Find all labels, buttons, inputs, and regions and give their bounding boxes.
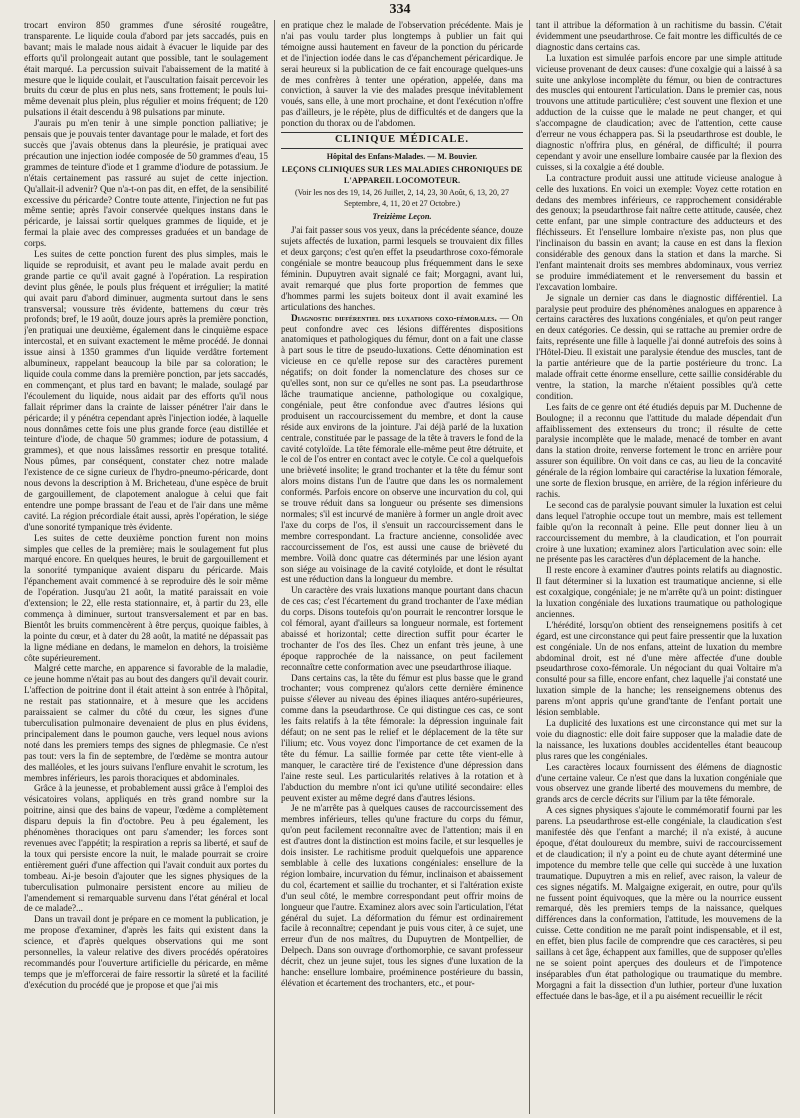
column-divider — [274, 20, 275, 1114]
section-title: CLINIQUE MÉDICALE. — [281, 132, 523, 149]
page-number: 334 — [389, 2, 411, 17]
paragraph: Je ne m'arrête pas à quelques causes de raccourcissement des membres inférieurs, telles qu'une fracture du corps du fémur, qu'on peut facilement reconnaître avec de l'attention; mais il en est d'autres dont la distinction est moins facile, et sur lesquelles je dois insister. Le rachitisme produit quelquefois une apparence semblable à celle des luxations congéniales: ensellure de la région lombaire, incurvation du fémur, inclinaison et abaissement du col, écartement et saillie du trochanter, et si l'altération existe d'un seul côté, le membre correspondant peut offrir moins de longueur que l'autre. Examinez alors avec soin l'articulation, l'état général du sujet. La déformation du fémur est ordinairement facile à reconnaître; cependant je puis vous citer, à ce sujet, une erreur d'un de nos maîtres, du Dupuytren de Montpellier, de Delpech. Dans son ouvrage d'orthomorphie, ce savant professeur décrit, chez un jeune sujet, tous les signes d'une luxation de la hanche: ensellure lombaire, proéminence postérieure du bassin, élévation et écartement des trochanters, etc., et pour- — [281, 803, 523, 988]
lecture-title: Treizième Leçon. — [372, 211, 432, 221]
paragraph: La luxation est simulée parfois encore par une simple attitude vicieuse provenant de deux causes: d'une coxalgie qui a laissé à sa suite une ankylose incomplète du fémur, ou bien de contractures des muscles qui entourent l'articulation. Dans le premier cas, nous trouvons une attitude particulière; c'est souvent une flexion et une adduction de la cuisse que le malade ne peut changer, et qui s'accompagne de claudication; avec de l'attention, cette cause d'erreur ne vous échappera pas. Si la pseudarthrose est double, le diagnostic n'offrira plus, en général, de difficulté; il pourra cependant y avoir une ensellure lombaire causée par la flexion des cuisses, si la coxalgie a été double. — [536, 52, 782, 172]
paragraph: La duplicité des luxations est une circonstance qui met sur la voie du diagnostic: elle doit faire supposer que la maladie date de la naissance, les luxations doubles accidentelles étant beaucoup plus rares que les congéniales. — [536, 718, 782, 761]
paragraph: Je signale un dernier cas dans le diagnostic différentiel. La paralysie peut produire des phénomènes analogues en apparence à certains caractères des luxations congéniales, et qu'on peut ranger en deux catégories. Ce dessin, qui se rattache au premier ordre de faits, représente une fille à laquelle j'ai donné autrefois des soins à l'Hôtel-Dieu. Il existait une paralysie étendue des muscles, tant de la partie antérieure que de la partie postérieure du tronc. La malade offrait cette énorme ensellure, cette saillie considérable du ventre, la station, la marche n'étaient possibles qu'à cette condition. — [536, 292, 782, 401]
column-2 — [281, 20, 523, 1114]
paragraph: Dans certains cas, la tête du fémur est plus basse que le grand trochanter; vous comprenez qu'alors cette dernière éminence puisse s'élever au niveau des épines iliaques antéro-supérieures, comme dans la pseudarthrose. Ce qui distingue ces cas, ce sont les faits relatifs à la tête fémorale: la dépression inguinale fait défaut; on ne sent pas le relief et le déplacement de la tête sur l'ilium; etc. Vous voyez donc l'importance de cet examen de la tête du fémur. La saillie formée par cette tête vient-elle à manquer, le caractère tiré de l'existence d'une dépression dans l'aine reste seul. Les particularités relatives à la rotation et à l'abduction du membre n'ont ici qu'une utilité secondaire: elles peuvent exister au même degré dans d'autres lésions. — [281, 672, 523, 803]
paragraph: Les suites de cette deuxième ponction furent non moins simples que celles de la première; mais le soulagement fut plus marqué encore. En quelques heures, le bruit de gargouillement et la sonorité tympanique avaient disparu du péricarde. Mais l'épanchement avait commencé à se reproduire dès le soir même de l'opération. Jusqu'au 21 août, la matité paraissait en voie d'extension; le 22, elle resta stationnaire, et, à partir du 23, elle commença à diminuer, surtout transversalement et par en bas. Bientôt les bruits commencèrent à être perçus, quoique faibles, à la pointe du cœur, et à dater du 28 août, la matité ne dépassait pas la ligne médiane en dedans, le mamelon en dehors, la troisième côte supérieurement. — [24, 532, 268, 663]
issue-reference: (Voir les nos des 19, 14, 26 Juillet, 2, 14, 23, 30 Août, 6, 13, 20, 27 Septembre, 4, 11, 20 et 27 Octobre.) — [294, 187, 510, 208]
paragraph: Il reste encore à examiner d'autres points relatifs au diagnostic. Il faut déterminer si la luxation est traumatique ancienne, si elle est coxalgique, congéniale; je ne m'arrête qu'à un point: distinguer la luxation congéniale des luxations traumatique ou pathologique anciennes. — [536, 565, 782, 619]
paragraph: J'aurais pu m'en tenir à une simple ponction palliative; je pensais que je pouvais tenter davantage pour le malade, et fort des succès que j'avais obtenus dans la pleurésie, je pratiquai avec précaution une injection iodée composée de 50 grammes d'eau, 15 grammes de teinture d'iode et 1 gramme d'iodure de potassium. Je n'étais certainement pas rassuré au sujet de cette injection. Qu'allait-il advenir? Que n'a-t-on pas dit, en effet, de la sensibilité excessive du péricarde? Contre toute attente, l'injection ne fut pas même sentie; après l'avoir conservée quelques instans dans le péricarde, je laissai sortir quelques grammes de liquide, et je fermai la plaie avec des compresses graduées et un bandage de corps. — [24, 118, 268, 249]
paragraph: Dans un travail dont je prépare en ce moment la publication, je me propose d'examiner, d'après les faits qui existent dans la science, et d'après quelques observations qui me sont personnelles, la valeur relative des divers procédés opératoires recommandés pour l'ouverture artificielle du péricarde, en même temps que je m'efforcerai de faire ressortir la sûreté et la facilité d'exécution du procédé que je propose et que j'ai mis — [24, 914, 268, 990]
paragraph: Les faits de ce genre ont été étudiés depuis par M. Duchenne de Boulogne; il a reconnu que l'attitude du malade dépendait d'un affaiblissement des extenseurs du tronc; il résulte de cette paralysie incomplète que le malade, menacé de tomber en avant dans la station droite, renverse fortement le tronc en arrière pour assurer son équilibre. On voit dans ce cas, au lieu de la concavité générale de la région lombaire qui caractérise la luxation fémorale, une sorte de flexion brusque, en arrière, de la région inférieure du rachis. — [536, 401, 782, 499]
paragraph: Les caractères locaux fournissent des élémens de diagnostic d'une certaine valeur. Ce n'est que dans la luxation congéniale que vous observez une grande liberté des mouvemens du membre, de grands arcs de cercle décrits sur l'ilium par la tête fémorale. — [536, 761, 782, 805]
paragraph: en pratique chez le malade de l'observation précédente. Mais je n'ai pas voulu tarder plus longtemps à publier un fait qui témoigne aussi hautement en faveur de la ponction du péricarde et de l'injection iodée dans le cas d'épanchement péricardique. Je serai heureux si la publication de ce fait encourage quelques-uns de mes confrères à tenter une opération, appelée, dans ma conviction, à sauver la vie des malades presque inévitablement voués, sans elle, à une mort prochaine, et dont l'exécution n'offre pas d'ailleurs, je le répète, plus de difficultés et de dangers que la ponction du thorax ou de l'abdomen. — [281, 20, 523, 129]
paragraph: Grâce à la jeunesse, et probablement aussi grâce à l'emploi des vésicatoires volans, appliqués en très grand nombre sur la poitrine, ainsi que des bains de vapeur, l'œdème a complètement disparu depuis la fin d'octobre. Peu à peu également, les phénomènes thoraciques ont paru s'amender; les forces sont revenues avec l'appétit; la respiration a repris sa liberté, et sauf de la toux qui persiste encore la nuit, le malade pourrait se croire entièrement guéri d'une affection qui l'avait conduit aux portes du tombeau. Ai-je besoin d'ajouter que les signes physiques de la tuberculisation pulmonaire persistent encore au milieu de l'amendement si remarquable survenu dans l'état général et local de ce malade?... — [24, 783, 268, 914]
paragraph: Les suites de cette ponction furent des plus simples, mais le liquide se reproduisit, et avant peu le malade avait perdu en grande partie ce qu'il avait gagné à l'opération. La respiration devint plus gênée, le pouls plus fréquent et irrégulier; la matité qui avait paru d'abord diminuer, augmenta surtout dans le sens transversal; voussure très évidente, battemens du cœur très profonds; bref, le 19 août, douze jours après la première ponction, j'en pratiquai une deuxième, également dans le cinquième espace intercostal, et en suivant exactement le même procédé. Je donnai issue ainsi à 1350 grammes d'un liquide verdâtre fortement albumineux, rappelant beaucoup la bile par sa coloration; le liquide coula comme dans la première ponction, par jets saccadés, en commençant, et plus tard en bavant; le malade, soulagé par l'écoulement du liquide, nous aidait par des efforts qu'il nous fallait réprimer dans la crainte de laisser pénétrer l'air dans le péricarde; il y pénétra cependant après l'injection iodée, à laquelle nous donnâmes cette fois une plus grande force (eau distillée et teinture d'iode, de chaque 50 grammes; iodure de potassium, 4 grammes), et que nous laissâmes ressortir en presque totalité. Nous pûmes, par conséquent, constater chez notre malade l'existence de ce signe curieux de l'hydro-pneumo-péricarde, dont nous devons la description à M. Bricheteau, d'une espèce de bruit de gargouillement, de clapotement analogue à celui que fait entendre une pompe brassant de l'eau et de l'air dans une même cavité. La région précordiale était aussi, après l'opération, le siége d'une sonorité tympanique très évidente. — [24, 249, 268, 532]
paragraph: La contracture produit aussi une attitude vicieuse analogue à celle des luxations. En voici un exemple: Voyez cette rotation en dedans des membres inférieurs, ce rapprochement considérable des genoux; la pseudarthrose fait naître cette attitude, causée, chez cette enfant, par une simple contracture des adducteurs et des fléchisseurs. Et l'ensellure lombaire n'existe pas, non plus que l'inclinaison du bassin en avant; la cause en est dans la flexion considérable des genoux dans la station et dans la marche. Si l'enfant maintenait droits ses membres abdominaux, vous verriez se produire immédiatement et le renversement du bassin et l'excavation lombaire. — [536, 172, 782, 292]
paragraph — [281, 313, 523, 586]
paragraph: Un caractère des vrais luxations manque pourtant dans chacun de ces cas; c'est l'écartement du grand trochanter de l'axe médian du corps. Disons toutefois qu'on pourrait le rencontrer lorsque le col fémoral, ayant d'ailleurs sa longueur normale, est fortement abaissé et horizontal; cette direction suffit pour écarter le trochanter de l'os des îles. Chez un enfant très jeune, à une époque rapprochée de la naissance, on peut facilement reconnaître cette conformation avec une pseudarthrose iliaque. — [281, 585, 523, 672]
paragraph: A ces signes physiques s'ajoute le commémoratif fourni par les parens. La pseudarthrose est-elle congéniale, la claudication s'est manifestée dès que l'enfant a marché; il n'a existé, à aucune époque, d'état douloureux du membre, suivi de raccourcissement et de claudication; il n'y a point eu de chute ayant déterminé une impotence du membre telle que celle qui succède à une luxation traumatique. Dupuytren a mis en relief, avec raison, la valeur de ces signes négatifs. M. Malgaigne exigerait, en outre, pour qu'ils ne fussent point équivoques, que la mère ou la nourrice eussent remarqué, dès les premiers temps de la naissance, quelques différences dans la conformation, l'attitude, les mouvemens de la cuisse. Cette condition ne me paraît point indispensable, et il est, en effet, bien plus facile de comprendre que ces caractères, si peu saillans à cet âge, échappent aux familles, que de supposer qu'elles ne se soient point aperçues des douleurs et de l'impotence inséparables d'un état pathologique ou traumatique du membre. Morgagni a fait la dissection d'un luthier, porteur d'une luxation effectuée dans le bas-âge, et il a pu aisément recueillir le récit — [536, 805, 782, 1001]
subheading: Diagnostic différentiel des luxations coxo-fémorales. — [291, 312, 497, 323]
paragraph: tant il attribue la déformation à un rachitisme du bassin. C'était évidemment une pseudarthrose. Ce fait montre les difficultés de ce diagnostic dans certains cas. — [536, 20, 782, 52]
paragraph: J'ai fait passer sous vos yeux, dans la précédente séance, douze sujets affectés de luxation, parmi lesquels se trouvaient dix filles et deux garçons; c'est qu'en effet la pseudarthrose coxo-fémorale congéniale se montre beaucoup plus fréquemment dans le sexe féminin. Dupuytren avait signalé ce fait; Morgagni, avant lui, avait remarqué que plus forte proportion de femmes que d'hommes parmi les sujets boiteux dont il avait examiné les articulations des hanches. — [281, 225, 523, 312]
hospital-heading: Hôpital des Enfans-Malades. — M. Bouvier. — [326, 151, 478, 161]
paragraph: trocart environ 850 grammes d'une sérosité rougeâtre, transparente. Le liquide coula d'abord par jets saccadés, puis en bavant; mais le malade nous aidait à évacuer le liquide par des efforts qu'il prolongeait autant que possible, tant le soulagement était marqué. La percussion suivait l'abaissement de la matité à mesure que le liquide coulait, et l'auscultation faisait percevoir les bruits du cœur de plus en plus nets, sans frottement; le pouls lui-même devenait plus plein, plus régulier et moins fréquent; de 120 pulsations il était descendu à 98 pulsations par minute. — [24, 20, 268, 118]
column-3 — [536, 20, 782, 1114]
column-1 — [24, 20, 268, 1114]
lecture-series-title: LEÇONS CLINIQUES SUR LES MALADIES CHRONIQUES DE L'APPAREIL LOCOMOTEUR. — [281, 164, 523, 185]
paragraph-text: — On peut confondre avec ces lésions différentes dispositions anatomiques et pathologiques du fémur, dont on a fait une classe à part sous le titre de pseudo-luxations. Cette dénomination est vicieuse en ce qu'elle repose sur des caractères purement négatifs; on doit fonder la nomenclature des choses sur ce qu'elles sont, non sur ce qu'elles ne sont pas. La pseudarthrose lâche traumatique ancienne, pathologique ou coxalgique, congéniale, peut être confondue avec d'autres lésions qui produisent un raccourcissement du membre, et dont la cause réside aux environs de la jointure. J'ai déjà parlé de la luxation centrale, constituée par le passage de la tête à travers le fond de la cavité cotyloïde. La tête fémorale elle-même peut être détruite, et le col de l'os entrer en contact avec le cotyle. Ce col a quelquefois une brièveté insolite; le grand trochanter et la tête du fémur sont alors moins distans l'un de l'autre que dans les os normalement conformés. Parfois encore on observe une incurvation du col, qui se trouve réduit dans sa longueur ou présente ses dimensions normales; s'il est incurvé de manière à former un angle droit avec l'axe du corps de l'os, il s'ensuit un raccourcissement dans le membre correspondant. La fracture ancienne, consolidée avec raccourcissement de l'os, est aussi une cause de brièveté du membre. Voilà donc quatre cas déterminés par une lésion ayant son siége au voisinage de la cavité cotyloïde, et dont le résultat est une réduction dans la longueur du membre. — [281, 312, 523, 585]
paragraph: L'hérédité, lorsqu'on obtient des renseignemens positifs à cet égard, est une circonstance qui peut faire pressentir que la luxation est congéniale. Un de nos enfans, atteint de luxation du membre abdominal droit, est né d'une mère affectée d'une double pseudarthrose coxo-fémorale. Un négociant du quai Voltaire m'a consulté pour sa fille, encore enfant, chez laquelle j'ai constaté une luxation simple de la hanche; les renseignemens obtenus des parens m'ont appris qu'une grand'tante de l'enfant portait une lésion semblable. — [536, 619, 782, 718]
paragraph: Le second cas de paralysie pouvant simuler la luxation est celui dans lequel l'atrophie occupe tout un membre, mais est tellement faible qu'on la reconnaît à peine. Elle peut donner lieu à un raccourcissement du membre, à la claudication, et l'on pourrait croire à une luxation; examinez alors l'articulation avec soin: elle ne présente pas les caractères d'un déplacement de la hanche. — [536, 499, 782, 565]
column-divider — [529, 20, 530, 1114]
paragraph: Malgré cette marche, en apparence si favorable de la maladie, ce jeune homme n'était pas au bout des dangers qu'il devait courir. L'affection de poitrine dont il était atteint à son entrée à l'hôpital, ne restait pas stationnaire, et à mesure que les accidens paraissaient se calmer du côté du cœur, les signes d'une tuberculisation pulmonaire devenaient de plus en plus évidens, principalement dans le poumon gauche, vers lequel nous avions noté dans les premiers temps des signes de phlegmasie. Ce n'est pas tout: vers la fin de septembre, de l'œdème se montra autour des malléoles, et les jours suivans l'enflure envahit le scrotum, les membres inférieurs, les parois thoraciques et abdominales. — [24, 663, 268, 783]
